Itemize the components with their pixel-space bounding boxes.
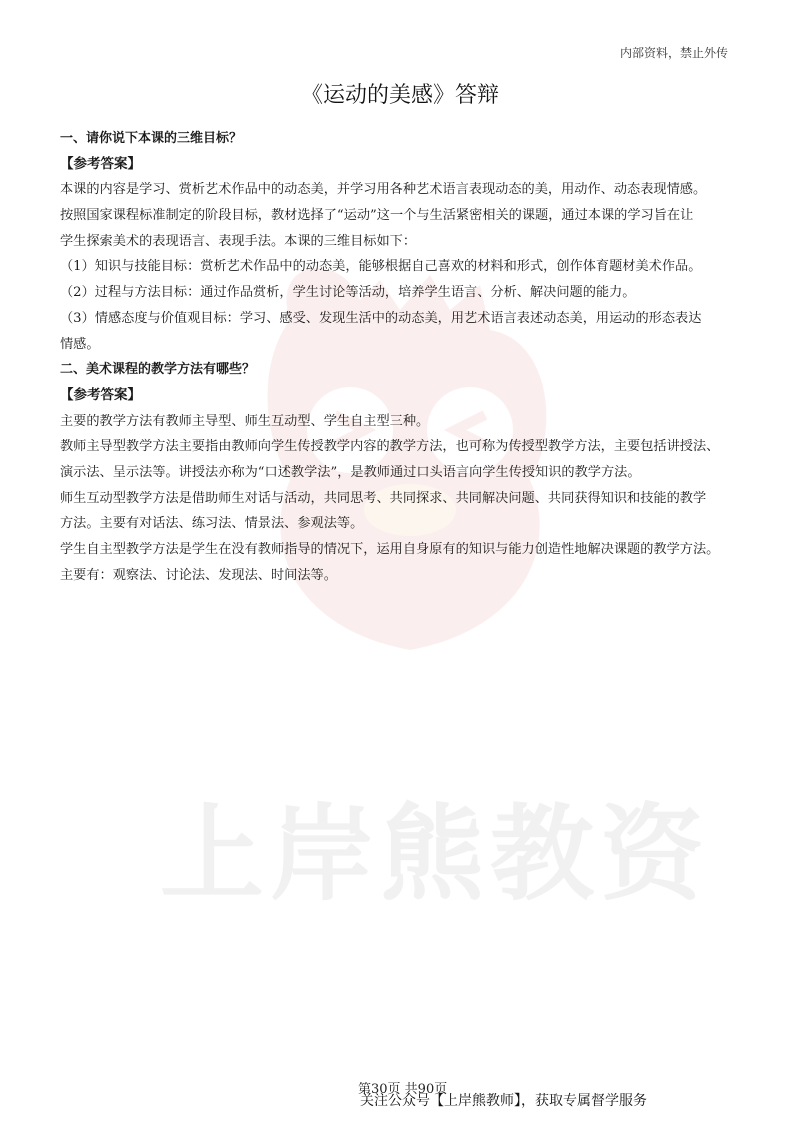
- watermark-text: 上岸熊教资: [160, 793, 711, 915]
- page-title: 《运动的美感》答辩: [300, 83, 499, 108]
- document-body: [60, 126, 750, 588]
- body-text-line: 学生探索美术的表现语言、表现手法。本课的三维目标如下：: [60, 233, 417, 249]
- confidential-note: 内部资料，禁止外传: [619, 46, 728, 60]
- question-heading: 二、美术课程的教学方法有哪些？: [60, 362, 256, 378]
- footer-promo: 关注公众号【上岸熊教师】，获取专属督学服务: [360, 1093, 647, 1109]
- body-text-line: 教师主导型教学方法主要指由教师向学生传授教学内容的教学方法，也可称为传授型教学方法，主要包括讲授法、: [60, 439, 720, 455]
- body-text-line: 主要的教学方法有教师主导型、师生互动型、学生自主型三种。: [60, 413, 430, 429]
- question-heading: 一、请你说下本课的三维目标？: [60, 131, 243, 146]
- body-text-line: 学生自主型教学方法是学生在没有教师指导的情况下，运用自身原有的知识与能力创造性地解决课题的教学方法。: [60, 542, 720, 557]
- body-text-line: （2）过程与方法目标：通过作品赏析，学生讨论等活动，培养学生语言、分析、解决问题的能力。: [60, 285, 636, 301]
- body-text-line: 师生互动型教学方法是借助师生对话与活动，共同思考、共同探求、共同解决问题、共同获得知识和技能的教学: [60, 490, 707, 506]
- body-text-line: 演示法、呈示法等。讲授法亦称为“口述教学法”，是教师通过口头语言向学生传授知识的教学方法。: [60, 464, 641, 480]
- answer-label: 【参考答案】: [60, 386, 141, 403]
- page-number: 第30页 共90页: [358, 1082, 448, 1097]
- body-text-line: 主要有：观察法、讨论法、发现法、时间法等。: [60, 567, 337, 583]
- body-text-line: 情感。: [60, 336, 100, 352]
- body-text-line: 方法。主要有对话法、练习法、情景法、参观法等。: [60, 516, 364, 532]
- body-text-line: （1）知识与技能目标：赏析艺术作品中的动态美，能够根据自己喜欢的材料和形式，创作体育题材美术作品。: [60, 259, 702, 275]
- body-text-line: 按照国家课程标准制定的阶段目标，教材选择了“运动”这一个与生活紧密相关的课题，通过本课的学习旨在让: [60, 208, 694, 224]
- body-text-line: （3）情感态度与价值观目标：学习、感受、发现生活中的动态美，用艺术语言表述动态美，用运动的形态表达: [60, 310, 702, 326]
- answer-label: 【参考答案】: [60, 155, 141, 172]
- body-text-line: 本课的内容是学习、赏析艺术作品中的动态美，并学习用各种艺术语言表现动态的美，用动作、动态表现情感。: [60, 182, 707, 198]
